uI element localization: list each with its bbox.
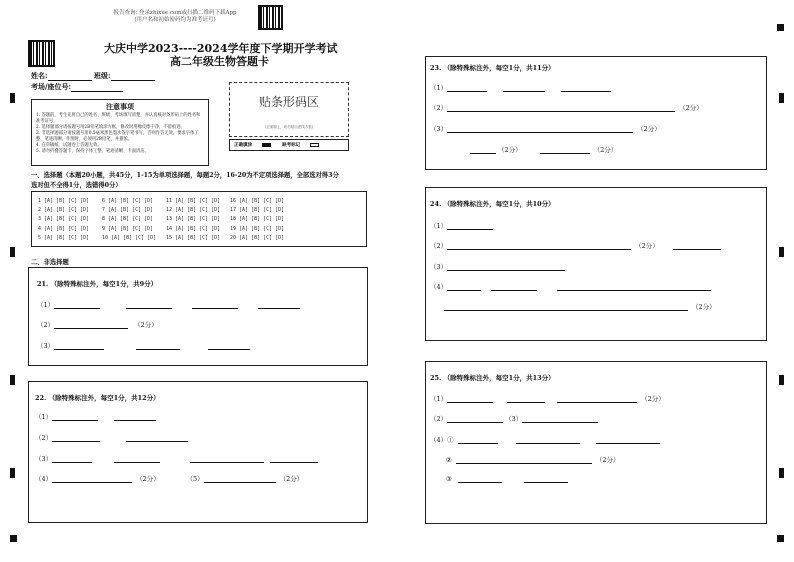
answer-blank[interactable] — [561, 85, 611, 92]
choice-item[interactable]: 1 [A] [B] [C] [D] — [38, 198, 90, 204]
q24-title: 24. （除特殊标注外，每空1分，共10分） — [430, 200, 555, 208]
choice-item[interactable]: 6 [A] [B] [C] [D] — [102, 198, 154, 204]
q23-l2-label: （2） — [430, 104, 448, 112]
choice-item[interactable]: 5 [A] [B] [C] [D] — [38, 234, 90, 241]
seat-field[interactable] — [31, 82, 123, 92]
registration-mark — [777, 24, 784, 31]
registration-mark — [10, 93, 15, 103]
answer-blank[interactable] — [557, 284, 711, 291]
answer-blank[interactable] — [557, 396, 637, 403]
absent-checkbox[interactable] — [310, 143, 319, 147]
q24-l3-label: （3） — [430, 263, 448, 271]
answer-blank[interactable] — [447, 105, 675, 112]
q21-l3-label: （3） — [37, 342, 55, 350]
answer-blank[interactable] — [447, 264, 565, 271]
filled-square-icon — [262, 143, 271, 147]
registration-mark — [779, 375, 784, 385]
q22-box — [28, 381, 368, 523]
q24-l4-label: （4） — [430, 283, 448, 291]
answer-blank[interactable] — [190, 456, 264, 463]
q25-l2-label: （2） — [430, 415, 448, 423]
legend-correct-label: 正确填涂 — [234, 143, 252, 148]
choice-item[interactable]: 7 [A] [B] [C] [D] — [102, 207, 154, 214]
name-field[interactable] — [31, 71, 155, 81]
answer-blank[interactable] — [126, 302, 172, 309]
q24-l1-label: （1） — [430, 222, 448, 230]
answer-blank[interactable] — [524, 476, 568, 483]
q25-l4-label: ② — [446, 456, 452, 464]
choice-item[interactable]: 4 [A] [B] [C] [D] — [38, 225, 90, 232]
barcode-title: 贴条形码区 — [258, 95, 319, 109]
answer-blank[interactable] — [456, 457, 592, 464]
answer-blank[interactable] — [447, 396, 493, 403]
answer-blank[interactable] — [470, 147, 496, 154]
report-query-line1: 报告查询: 登录zhixue.com或扫描二维码下载App — [113, 10, 237, 16]
q21-box — [28, 267, 368, 366]
report-query-note — [95, 10, 255, 24]
choice-item[interactable]: 18 [A] [B] [C] [D] — [230, 216, 285, 223]
q21-title: 21. （除特殊标注外，每空1分，共9分） — [37, 280, 158, 288]
seat-label: 考场/座位号: — [31, 82, 72, 91]
q25-l2b-label: （3） — [505, 415, 523, 423]
answer-blank[interactable] — [458, 437, 498, 444]
answer-blank[interactable] — [52, 414, 98, 421]
answer-sheet-title: 高二年级生物答题卡 — [170, 55, 269, 68]
q21-l1-label: （1） — [37, 301, 55, 309]
answer-blank[interactable] — [114, 414, 156, 421]
notes-title: 注意事项 — [106, 102, 134, 111]
choice-item[interactable]: 15 [A] [B] [C] [D] — [166, 234, 221, 241]
answer-blank[interactable] — [270, 456, 318, 463]
answer-blank[interactable] — [52, 435, 100, 442]
notes-item: 3. 非选择题部分请按题号用0.5毫米黑色墨水签字笔书写，否则作答无效。要求字体工整、笔迹清晰。作图时，必须用2B铅笔，并描浓。 — [36, 131, 199, 142]
registration-mark — [10, 535, 17, 542]
q24-l2-label: （2） — [430, 242, 448, 250]
legend-absent-label: 缺考标记 — [282, 143, 301, 148]
answer-blank[interactable] — [540, 147, 590, 154]
class-label: 班级: — [94, 71, 111, 80]
answer-blank[interactable] — [507, 396, 545, 403]
answer-blank[interactable] — [208, 343, 250, 350]
choice-item[interactable]: 2 [A] [B] [C] [D] — [38, 207, 90, 214]
choice-item[interactable]: 16 [A] [B] [C] [D] — [230, 198, 285, 204]
choice-item[interactable]: 10 [A] [B] [C] [D] — [102, 234, 157, 241]
answer-blank[interactable] — [114, 456, 160, 463]
answer-blank[interactable] — [52, 476, 132, 483]
answer-blank[interactable] — [673, 243, 721, 250]
q24-box — [425, 187, 767, 341]
notes-item: 1. 答题前，考生先将自己的姓名、班级、考场填写清楚，并认真核对条形码上的姓名和准考证号。 — [36, 113, 201, 124]
answer-blank[interactable] — [503, 85, 545, 92]
q23-l4b-points: （2分） — [593, 146, 618, 154]
q21-l2-points: （2分） — [134, 321, 158, 329]
notes-item: 5. 请勿折叠答题卡，保持字体工整、笔迹清晰、卡面清洁。 — [36, 149, 149, 154]
answer-blank[interactable] — [54, 343, 104, 350]
answer-blank[interactable] — [192, 302, 238, 309]
section2-title: 二、非选择题 — [31, 259, 69, 266]
choice-item[interactable]: 19 [A] [B] [C] [D] — [230, 225, 285, 232]
registration-mark — [779, 93, 784, 103]
answer-blank[interactable] — [447, 243, 631, 250]
answer-blank[interactable] — [447, 223, 493, 230]
q23-l1-label: （1） — [430, 84, 448, 92]
answer-blank[interactable] — [458, 476, 502, 483]
q22-l4-points: （2分） — [136, 475, 160, 483]
q23-box — [425, 56, 767, 170]
notes-box — [31, 99, 209, 166]
choice-box — [31, 191, 367, 247]
q24-l4-points: （2分） — [692, 303, 716, 311]
answer-blank[interactable] — [516, 437, 580, 444]
answer-blank[interactable] — [126, 435, 188, 442]
answer-blank[interactable] — [54, 302, 100, 309]
barcode-area — [229, 82, 349, 137]
q25-title: 25. （除特殊标注外，每空1分，共13分） — [430, 374, 555, 382]
q22-title: 22. （除特殊标注外，每空1分，共12分） — [35, 394, 160, 402]
barcode-subtitle: (正面朝上，切勿贴出虚线方框) — [264, 125, 314, 129]
answer-blank[interactable] — [447, 284, 481, 291]
choice-item[interactable]: 14 [A] [B] [C] [D] — [166, 225, 221, 232]
q22-l1-label: （1） — [35, 413, 53, 421]
choice-item[interactable]: 13 [A] [B] [C] [D] — [166, 216, 221, 223]
q23-l4a-points: （2分） — [498, 146, 522, 154]
registration-mark — [10, 247, 15, 257]
registration-mark — [779, 247, 784, 257]
registration-mark — [10, 468, 15, 478]
q25-l1-label: （1） — [430, 395, 448, 403]
choice-item[interactable]: 20 [A] [B] [C] [D] — [230, 234, 285, 241]
exam-title: 大庆中学2023----2024学年度下学期开学考试 — [104, 42, 338, 55]
qr-code-top — [258, 5, 283, 30]
choice-grid — [38, 198, 294, 244]
choice-item[interactable]: 11 [A] [B] [C] [D] — [166, 198, 221, 204]
q23-l3-label: （3） — [430, 125, 448, 133]
notes-item: 4. 在草稿纸、试题卷上答题无效。 — [36, 143, 102, 148]
q22-l5-points: （2分） — [279, 475, 304, 483]
answer-blank[interactable] — [596, 437, 660, 444]
q22-l4-label: （4） — [35, 475, 53, 483]
answer-blank[interactable] — [444, 304, 688, 311]
answer-blank[interactable] — [447, 416, 503, 423]
q25-l1-points: （2分） — [641, 395, 665, 403]
q25-l3-label: （4）① — [430, 436, 454, 444]
q25-l5-label: ③ — [446, 475, 452, 483]
q24-l2-points: （2分） — [635, 242, 659, 250]
q22-l5-label: （5） — [189, 475, 204, 483]
q23-l2-points: （2分） — [679, 104, 703, 112]
notes-item: 2. 选择题部分请按题号用2B铅笔填涂方框，修改时用橡皮擦干净，不留痕迹。 — [36, 125, 185, 130]
answer-blank[interactable] — [204, 476, 276, 483]
registration-mark — [777, 535, 784, 542]
answer-blank[interactable] — [522, 416, 598, 423]
answer-blank[interactable] — [258, 302, 300, 309]
choice-item[interactable]: 8 [A] [B] [C] [D] — [102, 216, 154, 223]
q25-l4-points: （2分） — [595, 456, 620, 464]
choice-item[interactable]: 17 [A] [B] [C] [D] — [230, 207, 285, 214]
notes-list — [32, 112, 208, 156]
report-query-line2: (用户名和初始密码均为准考证号) — [134, 17, 216, 23]
q23-l3-points: （2分） — [637, 125, 661, 133]
q22-l3-label: （3） — [35, 455, 53, 463]
name-label: 姓名: — [31, 71, 48, 80]
qr-code-left — [28, 40, 55, 67]
q25-box — [425, 361, 767, 524]
choice-item[interactable]: 12 [A] [B] [C] [D] — [166, 207, 221, 214]
q23-title: 23. （除特殊标注外，每空1分，共11分） — [430, 64, 555, 72]
fill-legend — [229, 139, 349, 151]
registration-mark — [779, 468, 784, 478]
registration-mark — [10, 375, 15, 385]
q22-l2-label: （2） — [35, 434, 53, 442]
section1-title: 一、选择题（本题20小题，共45分，1-15为单项选择题，每题2分，16-20为不定项选择题，全部选对得3分 — [31, 172, 339, 179]
answer-blank[interactable] — [54, 322, 128, 329]
choice-item[interactable]: 9 [A] [B] [C] [D] — [102, 225, 154, 232]
answer-blank[interactable] — [447, 126, 633, 133]
q21-l2-label: （2） — [37, 321, 55, 329]
section1-title-cont: 选对但不全得1分，选错得0分） — [31, 182, 122, 189]
choice-item[interactable]: 3 [A] [B] [C] [D] — [38, 216, 90, 223]
answer-blank[interactable] — [491, 284, 537, 291]
answer-blank[interactable] — [52, 456, 92, 463]
answer-blank[interactable] — [136, 343, 180, 350]
answer-blank[interactable] — [447, 85, 487, 92]
